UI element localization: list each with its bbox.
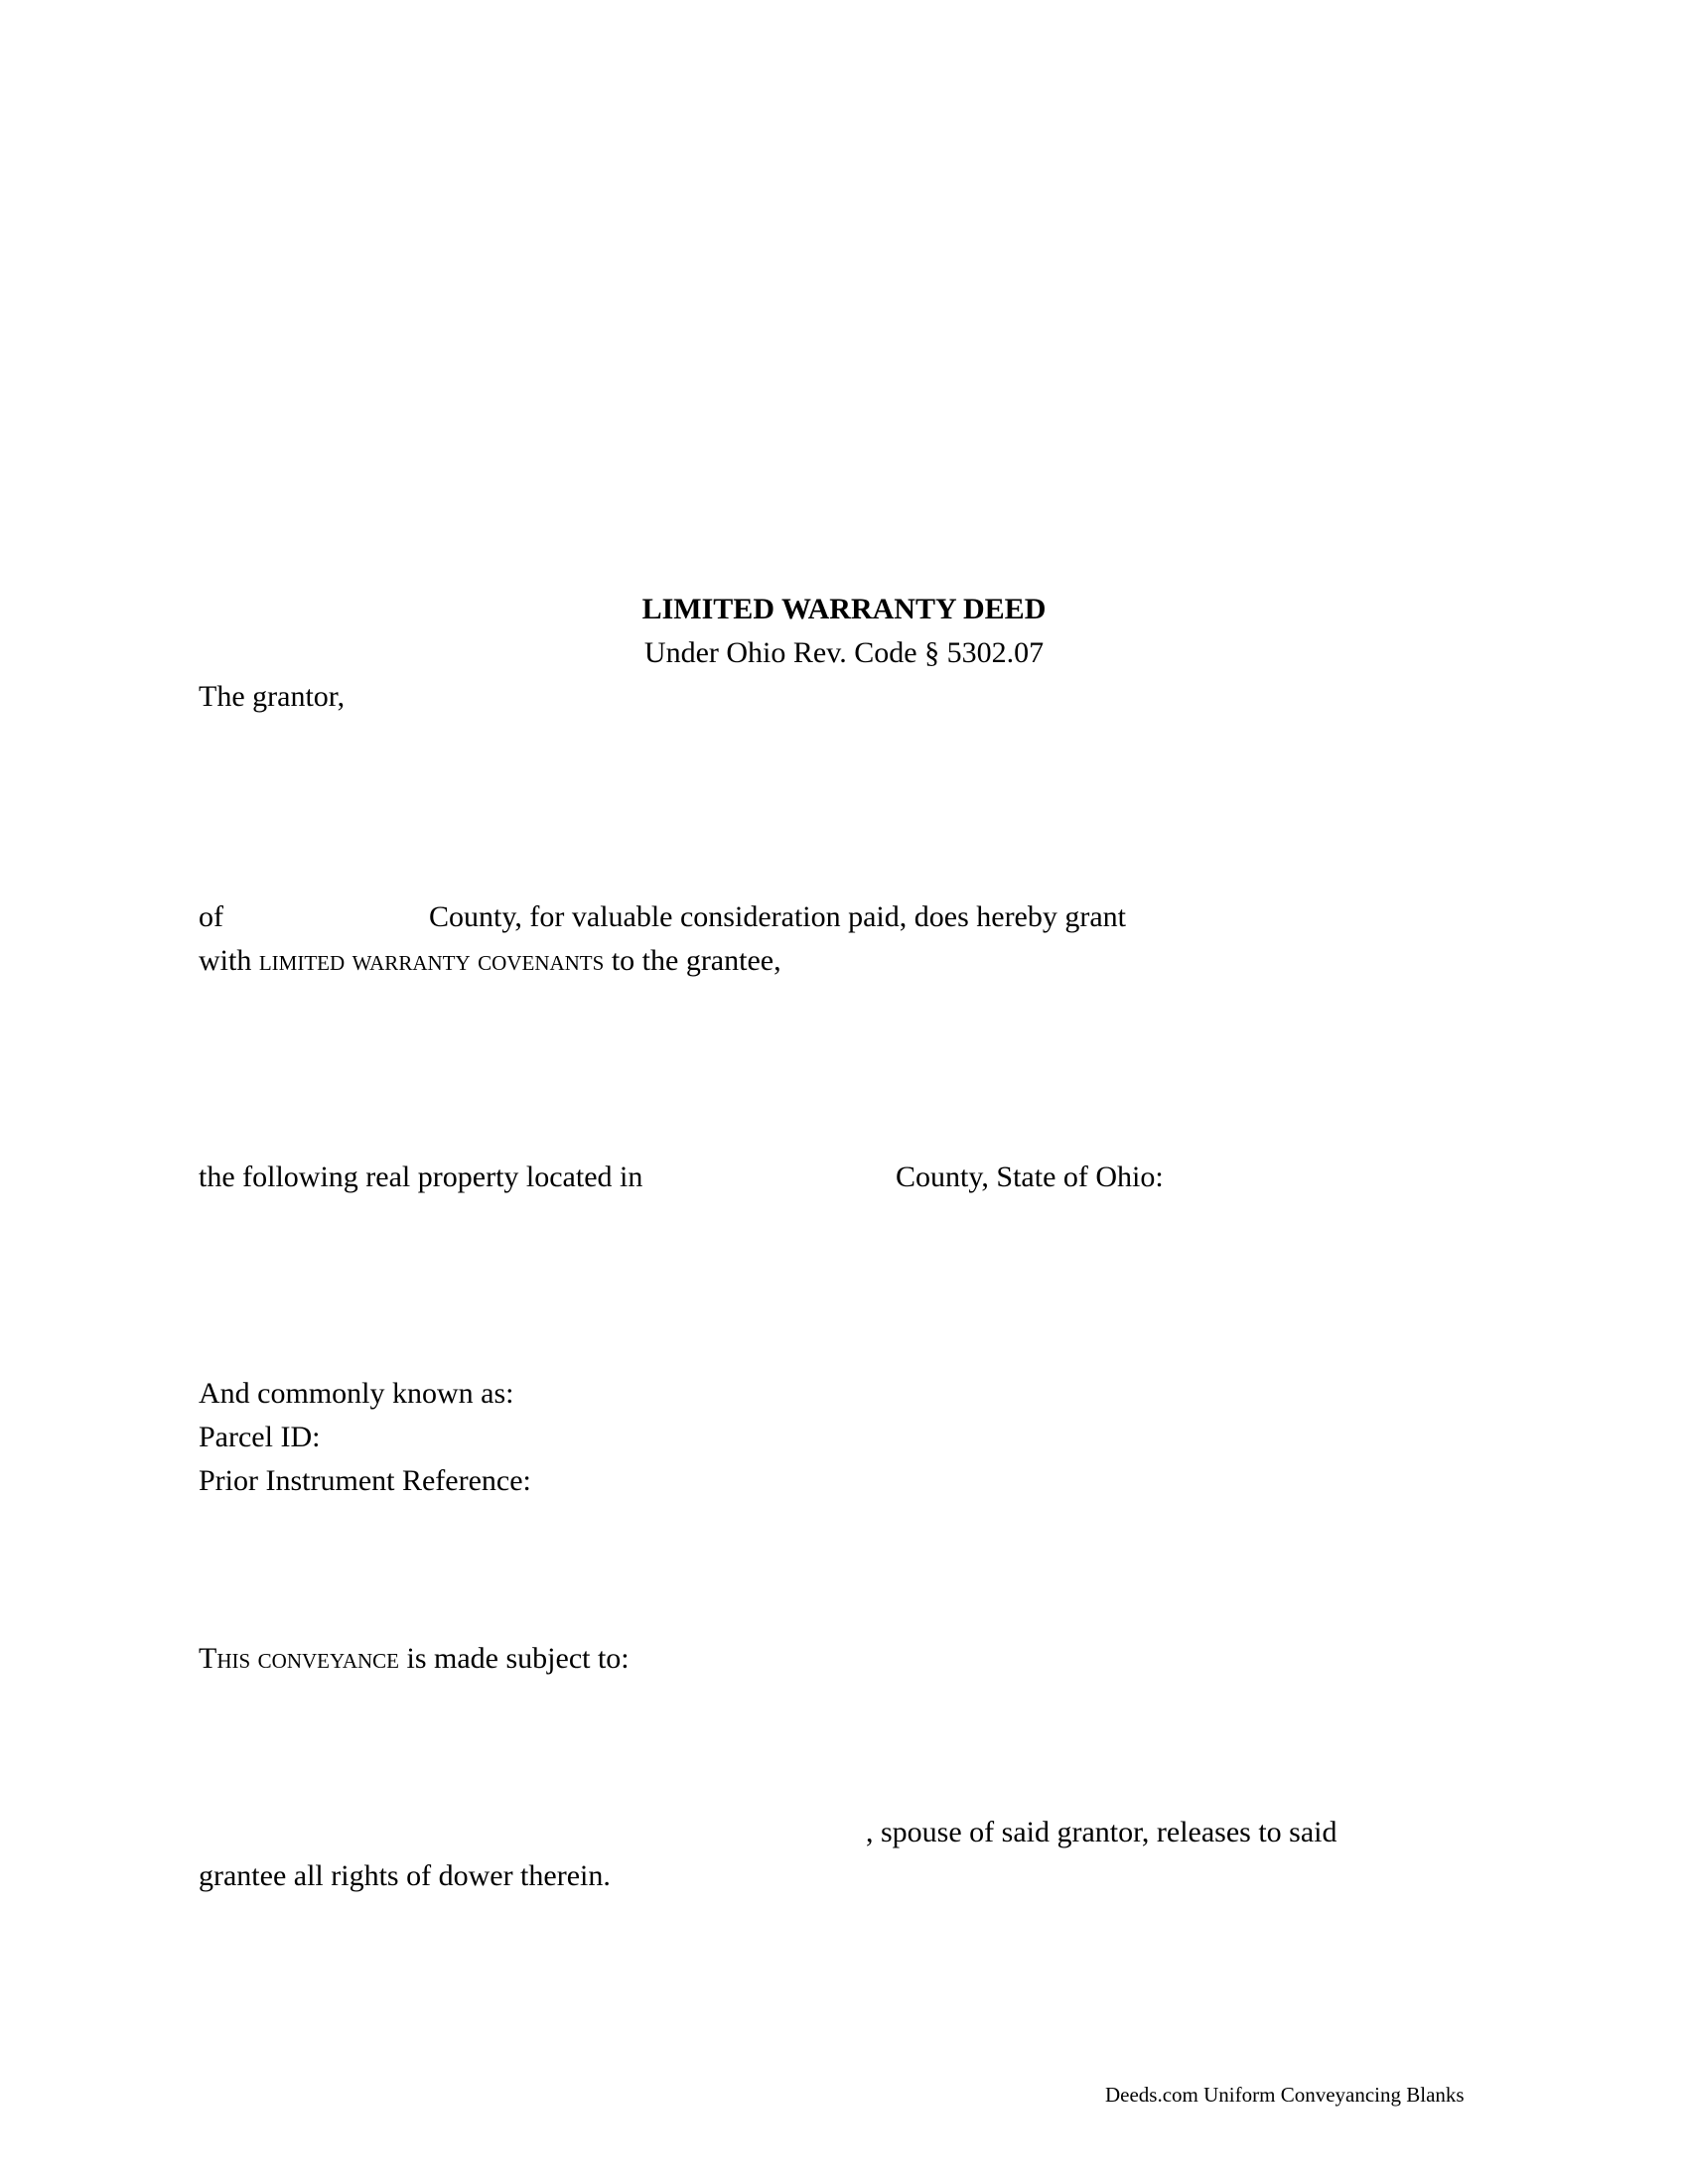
county-state-text: County, State of Ohio: <box>896 1160 1164 1193</box>
grantor-intro: The grantor, <box>199 680 346 713</box>
grant-covenants-line <box>199 943 781 979</box>
this-conveyance-text: his conveyance <box>216 1642 400 1675</box>
subject-to-text: is made subject to: <box>406 1642 630 1675</box>
county-consideration-text: County, for valuable consideration paid, does hereby grant <box>429 900 1127 933</box>
property-located-in-text: the following real property located in <box>199 1160 643 1193</box>
footer-branding: Deeds.com Uniform Conveyancing Blanks <box>1105 2083 1465 2107</box>
limited-warranty-covenants-text: limited warranty covenants <box>258 944 605 977</box>
dower-rights-text: grantee all rights of dower therein. <box>199 1859 611 1892</box>
county-of-label: of <box>199 900 223 933</box>
document-subtitle: Under Ohio Rev. Code § 5302.07 <box>643 636 1045 669</box>
grant-with-text: with <box>199 944 252 977</box>
spouse-release-text: , spouse of said grantor, releases to said <box>866 1816 1337 1848</box>
document-title: LIMITED WARRANTY DEED <box>641 593 1047 625</box>
this-first-letter: T <box>199 1642 217 1675</box>
parcel-id-label: Parcel ID: <box>199 1421 321 1453</box>
conveyance-subject-line <box>199 1641 630 1677</box>
prior-instrument-label: Prior Instrument Reference: <box>199 1464 531 1497</box>
to-grantee-text: to the grantee, <box>611 944 781 977</box>
commonly-known-label: And commonly known as: <box>199 1377 514 1410</box>
